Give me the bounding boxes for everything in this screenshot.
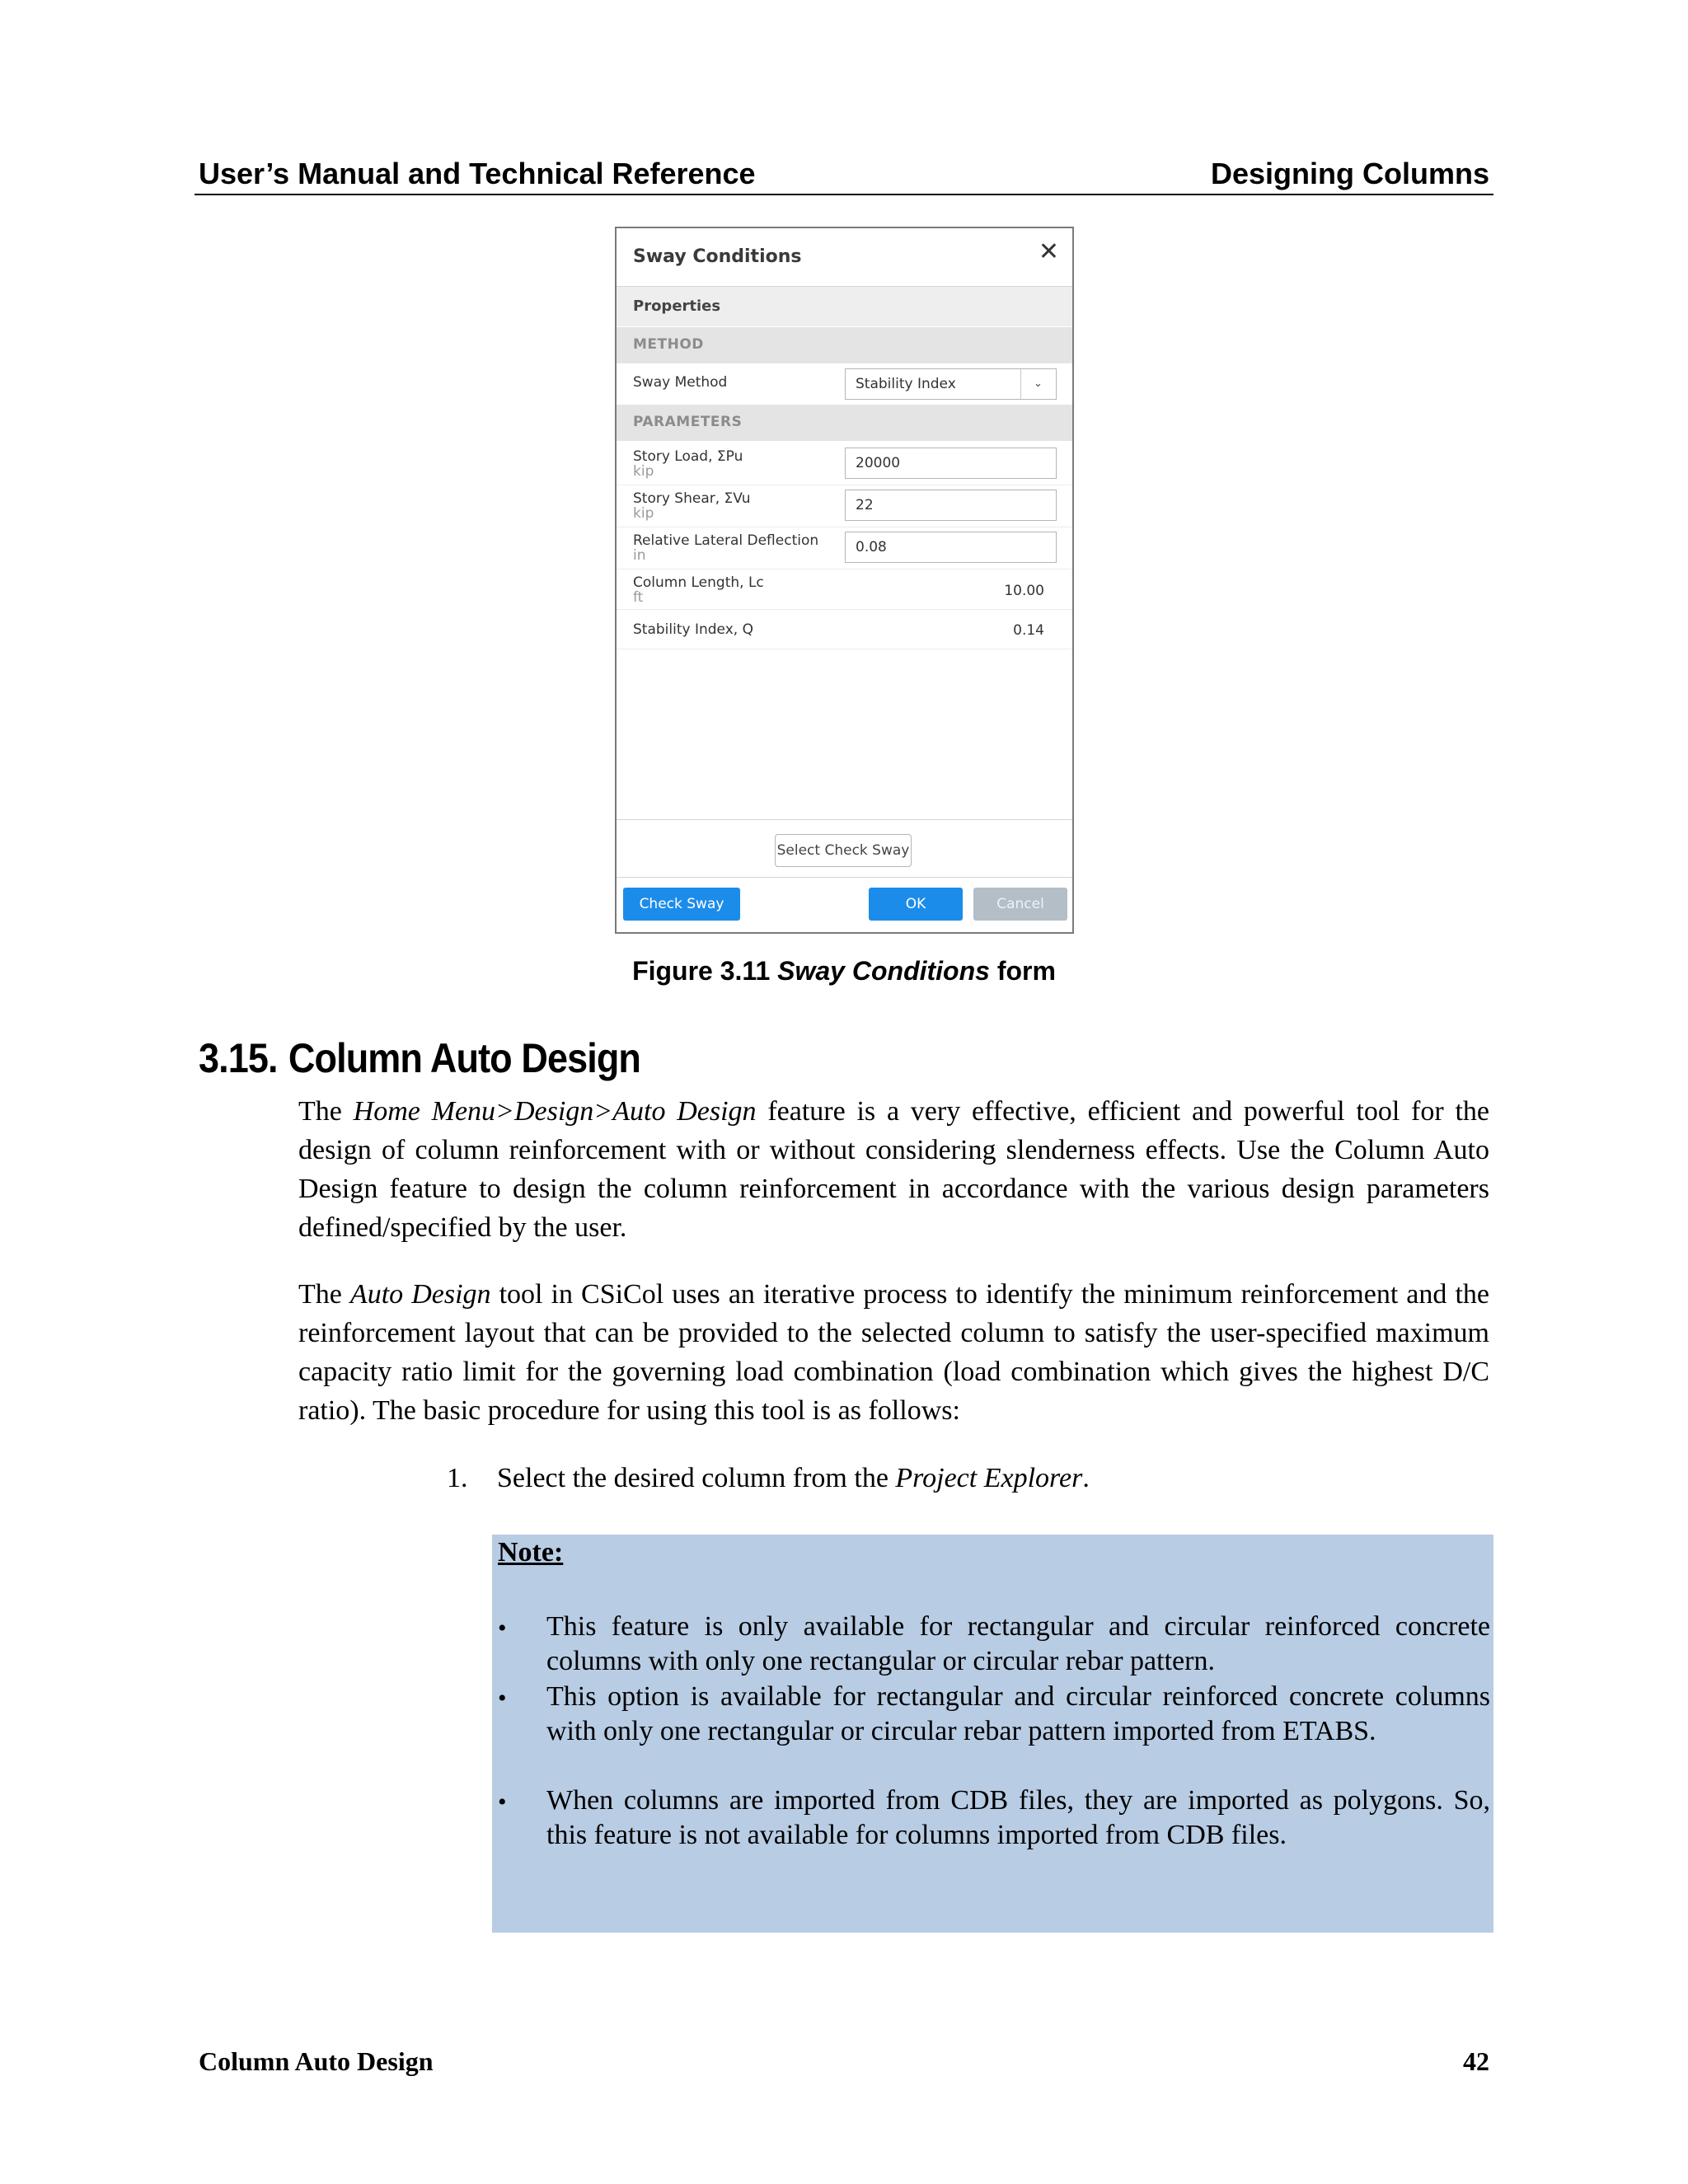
note-bullet-3: When columns are imported from CDB files, they are imported as polygons. So, this feature is not available for columns imported from CDB files. bbox=[546, 1785, 1490, 1850]
note-bullet-2: This option is available for rectangular and circular reinforced concrete columns with only one rectangular or circular rebar pattern imported from ETABS. bbox=[546, 1681, 1490, 1746]
paragraph-procedure bbox=[298, 1275, 1489, 1430]
properties-label: Properties bbox=[633, 298, 721, 315]
story-shear-unit: kip bbox=[633, 505, 654, 522]
bullet-icon: • bbox=[498, 1788, 507, 1816]
bullet-icon: • bbox=[498, 1685, 507, 1712]
column-length-value: 10.00 bbox=[1004, 583, 1044, 599]
story-shear-input[interactable]: 22 bbox=[845, 490, 1057, 521]
figure-caption bbox=[0, 956, 1688, 987]
running-header-left: User’s Manual and Technical Reference bbox=[199, 157, 756, 190]
story-load-input[interactable]: 20000 bbox=[845, 448, 1057, 479]
footer-section-name: Column Auto Design bbox=[199, 2046, 434, 2076]
text-run: The bbox=[298, 1096, 354, 1127]
method-section-label: METHOD bbox=[633, 336, 704, 353]
text-run: feature is a very effective, efficient and powerful tool for the design of column reinforcement with or without considering slenderness effects. Use the Column Auto Design feature to design the column reinforcement in accordance with the various design parameters defined/specified by the user. bbox=[298, 1096, 1490, 1243]
ok-button[interactable]: OK bbox=[869, 888, 963, 921]
check-sway-button[interactable]: Check Sway bbox=[623, 888, 740, 921]
chevron-down-icon: ⌄ bbox=[1034, 377, 1043, 390]
sway-method-label: Sway Method bbox=[633, 374, 728, 391]
sway-conditions-dialog bbox=[615, 227, 1074, 934]
footer-divider bbox=[617, 819, 1072, 820]
section-number: 3.15. bbox=[199, 1035, 278, 1081]
story-load-unit: kip bbox=[633, 463, 654, 480]
parameters-section-label: PARAMETERS bbox=[633, 414, 743, 430]
bullet-icon: • bbox=[498, 1615, 507, 1642]
stability-index-label: Stability Index, Q bbox=[633, 621, 753, 638]
relative-deflection-unit: in bbox=[633, 547, 646, 564]
column-length-label: Column Length, Lc bbox=[633, 574, 764, 591]
page-number: 42 bbox=[1463, 2046, 1489, 2076]
project-explorer-italic: Project Explorer bbox=[895, 1463, 1083, 1493]
relative-deflection-label: Relative Lateral Deflection bbox=[633, 532, 819, 549]
menu-path-italic: Home Menu>Design>Auto Design bbox=[353, 1096, 757, 1127]
story-shear-label: Story Shear, ΣVu bbox=[633, 490, 751, 507]
close-icon[interactable]: ✕ bbox=[1038, 237, 1059, 266]
caption-suffix: form bbox=[996, 956, 1056, 986]
dialog-title: Sway Conditions bbox=[633, 246, 802, 267]
note-bullet-1: This feature is only available for rectangular and circular reinforced concrete columns with only one rectangular or circular rebar pattern. bbox=[546, 1611, 1490, 1676]
stability-index-value: 0.14 bbox=[1013, 622, 1044, 639]
button-bar-divider bbox=[617, 877, 1072, 878]
story-load-label: Story Load, ΣPu bbox=[633, 448, 743, 465]
caption-italic: Sway Conditions bbox=[777, 956, 990, 986]
row-divider bbox=[617, 609, 1072, 610]
header-rule bbox=[195, 194, 1493, 195]
section-heading bbox=[199, 1034, 640, 1082]
list-number: 1. bbox=[447, 1463, 468, 1493]
column-length-unit: ft bbox=[633, 589, 644, 606]
paragraph-intro bbox=[298, 1092, 1489, 1247]
tool-name-italic: Auto Design bbox=[349, 1279, 491, 1310]
text-run: Select the desired column from the bbox=[497, 1463, 896, 1493]
note-title: Note: bbox=[498, 1537, 564, 1568]
running-header-right: Designing Columns bbox=[1210, 157, 1489, 190]
relative-deflection-input[interactable]: 0.08 bbox=[845, 532, 1057, 563]
text-run: tool in CSiCol uses an iterative process to identify the minimum reinforcement and the reinforcement layout that can be provided to the selected column to satisfy the user-specified maximum capacity ratio limit for the governing load combination (load combination which gives the highest D/C ratio). The basic procedure for using this tool is as follows: bbox=[298, 1279, 1489, 1426]
text-run: The bbox=[298, 1279, 350, 1310]
sway-method-select[interactable] bbox=[845, 368, 1057, 400]
caption-prefix: Figure 3.11 bbox=[632, 956, 771, 986]
sway-method-value: Stability Index bbox=[856, 376, 956, 392]
section-title: Column Auto Design bbox=[288, 1035, 641, 1081]
dropdown-toggle[interactable] bbox=[1020, 369, 1056, 399]
cancel-button[interactable]: Cancel bbox=[973, 888, 1067, 921]
list-item bbox=[497, 1459, 1090, 1497]
select-check-sway-button[interactable]: Select Check Sway bbox=[775, 834, 912, 867]
text-run: . bbox=[1082, 1463, 1090, 1493]
